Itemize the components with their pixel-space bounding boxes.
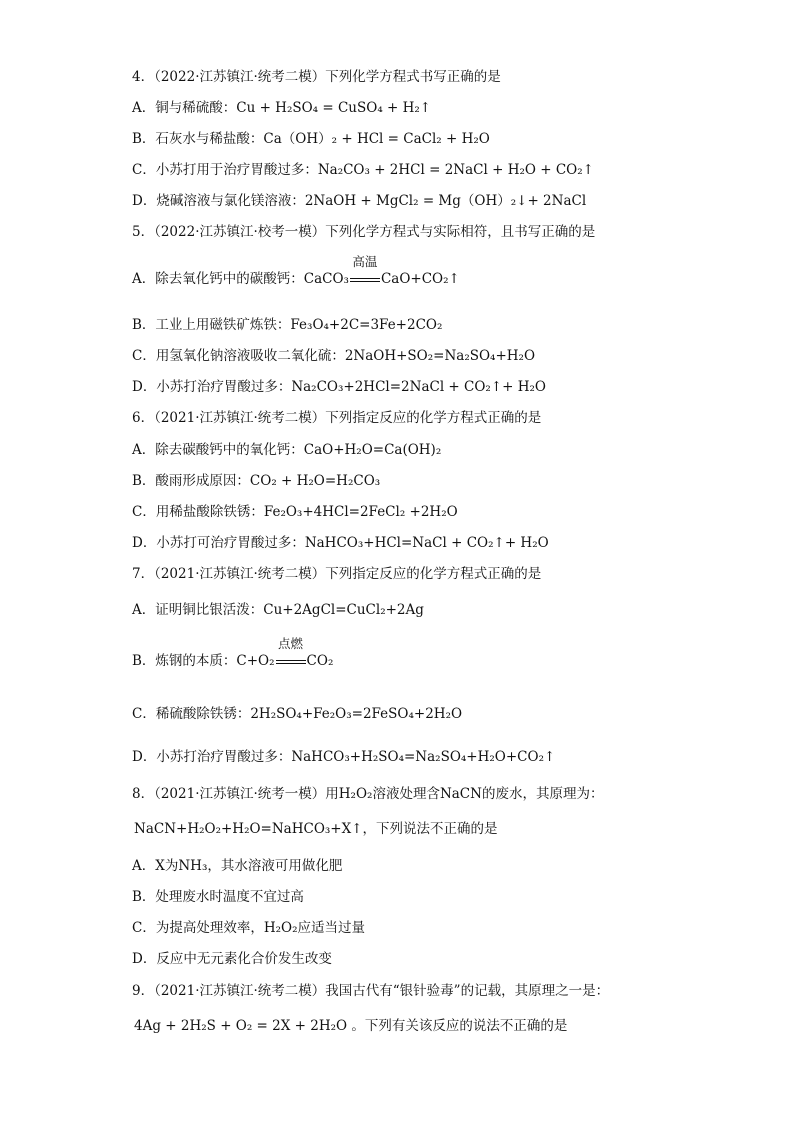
question-6-option-b: B．酸雨形成原因：CO₂ + H₂O=H₂CO₃	[132, 473, 381, 489]
question-4-option-d: D．烧碱溶液与氯化镁溶液：2NaOH + MgCl₂ = Mg（OH）₂↓+ 2NaCl	[132, 193, 587, 209]
question-7-option-c: C．稀硫酸除铁锈：2H₂SO₄+Fe₂O₃=2FeSO₄+2H₂O	[132, 706, 463, 722]
question-7-stem: 7．（2021·江苏镇江·统考二模）下列指定反应的化学方程式正确的是	[132, 566, 542, 582]
question-7-option-b	[132, 636, 334, 670]
question-6-stem: 6．（2021·江苏镇江·统考二模）下列指定反应的化学方程式正确的是	[132, 410, 542, 426]
option-a-product: CaO+CO₂↑	[380, 271, 460, 287]
question-8-equation: NaCN+H₂O₂+H₂O=NaHCO₃+X↑，下列说法不正确的是	[134, 821, 498, 837]
question-8-option-c: C．为提高处理效率，H₂O₂应适当过量	[132, 920, 365, 936]
question-5-option-a	[132, 254, 460, 288]
option-a-reactant: A．除去氧化钙中的碳酸钙：CaCO₃	[132, 271, 349, 287]
question-6-option-d: D．小苏打可治疗胃酸过多：NaHCO₃+HCl=NaCl + CO₂↑+ H₂O	[132, 535, 549, 551]
reaction-condition-label: 高温	[352, 254, 378, 269]
question-9-equation: 4Ag + 2H₂S + O₂ = 2X + 2H₂O 。下列有关该反应的说法不正确的是	[134, 1018, 568, 1034]
question-8-option-d: D．反应中无元素化合价发生改变	[132, 951, 332, 967]
question-8-stem: 8．（2021·江苏镇江·统考一模）用H₂O₂溶液处理含NaCN的废水，其原理为：	[132, 786, 604, 802]
question-5-option-b: B．工业上用磁铁矿炼铁：Fe₃O₄+2C=3Fe+2CO₂	[132, 317, 443, 333]
question-4-option-c: C．小苏打用于治疗胃酸过多：Na₂CO₃ + 2HCl = 2NaCl + H₂O + CO₂↑	[132, 162, 594, 178]
question-5-option-d: D．小苏打治疗胃酸过多：Na₂CO₃+2HCl=2NaCl + CO₂↑+ H₂O	[132, 379, 547, 395]
question-9-stem: 9．（2021·江苏镇江·统考二模）我国古代有“银针验毒”的记载，其原理之一是：	[132, 983, 610, 999]
reaction-condition-arrow	[276, 636, 306, 670]
question-4-stem: 4．（2022·江苏镇江·统考二模）下列化学方程式书写正确的是	[132, 69, 501, 85]
question-5-option-c: C．用氢氧化钠溶液吸收二氧化硫：2NaOH+SO₂=Na₂SO₄+H₂O	[132, 348, 536, 364]
question-5-stem: 5．（2022·江苏镇江·校考一模）下列化学方程式与实际相符，且书写正确的是	[132, 224, 596, 240]
question-4-option-a: A．铜与稀硫酸：Cu + H₂SO₄ = CuSO₄ + H₂↑	[132, 100, 432, 116]
option-b-reactant: B．炼钢的本质：C+O₂	[132, 653, 275, 669]
question-4-option-b: B．石灰水与稀盐酸：Ca（OH）₂ + HCl = CaCl₂ + H₂O	[132, 131, 490, 147]
option-b-product: CO₂	[306, 653, 334, 669]
question-7-option-d: D．小苏打治疗胃酸过多：NaHCO₃+H₂SO₄=Na₂SO₄+H₂O+CO₂↑	[132, 749, 556, 765]
question-6-option-a: A．除去碳酸钙中的氧化钙：CaO+H₂O=Ca(OH)₂	[132, 442, 442, 458]
reaction-condition-label: 点燃	[278, 636, 304, 651]
reaction-condition-arrow	[350, 254, 380, 288]
question-8-option-a: A．X为NH₃，其水溶液可用做化肥	[132, 858, 343, 874]
question-7-option-a: A．证明铜比银活泼：Cu+2AgCl=CuCl₂+2Ag	[132, 602, 424, 618]
question-8-option-b: B．处理废水时温度不宜过高	[132, 889, 304, 905]
question-6-option-c: C．用稀盐酸除铁锈：Fe₂O₃+4HCl=2FeCl₂ +2H₂O	[132, 504, 458, 520]
